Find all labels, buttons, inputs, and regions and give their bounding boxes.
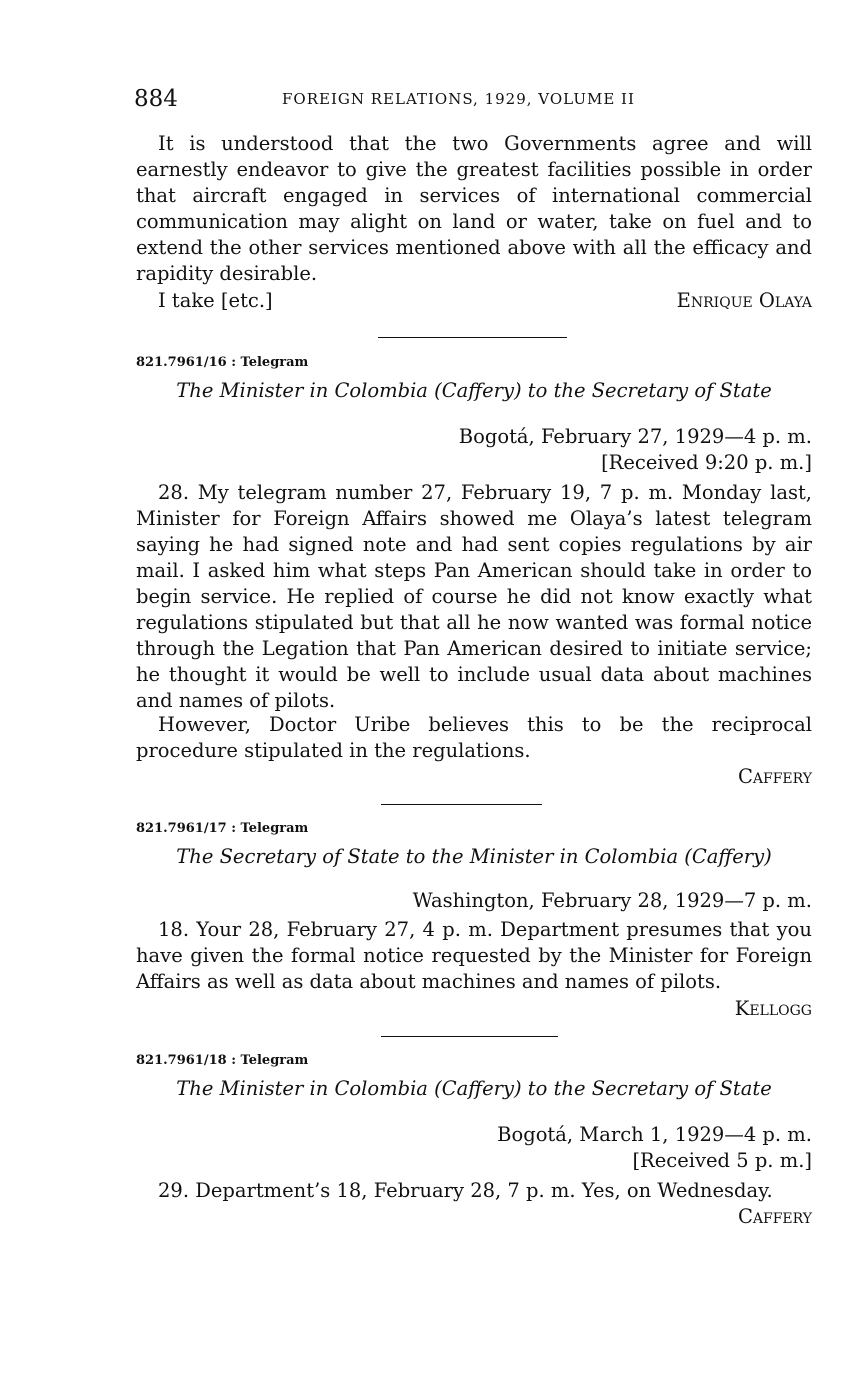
- dateline: Bogotá, March 1, 1929—4 p. m.: [497, 1123, 812, 1146]
- dateline: Bogotá, February 27, 1929—4 p. m.: [458, 425, 812, 448]
- telegram-paragraph: 28. My telegram number 27, February 19, 7 p. m. Monday last, Minister for Foreign Affairs showed me Olaya’s latest telegram saying he had signed note and had sent copies regulations by air mail. I asked him what steps Pan American should take in order to begin service. He replied of course he did not know exactly what regulations stipulated but that all he now wanted was formal notice through the Legation that Pan American desired to initiate service; he thought it would be well to include usual data about machines and names of pilots.: [136, 481, 812, 712]
- file-number: 821.7961/16 : Telegram: [136, 355, 309, 370]
- document-caption: The Minister in Colombia (Caffery) to the Secretary of State: [176, 379, 772, 402]
- file-number: 821.7961/17 : Telegram: [136, 821, 309, 836]
- signature-caffery: Caffery: [737, 1205, 812, 1228]
- divider: [378, 337, 567, 338]
- signature-kellogg: Kellogg: [734, 997, 812, 1020]
- closing-text: I take [etc.]: [158, 289, 273, 312]
- document-caption: The Secretary of State to the Minister in Colombia (Caffery): [176, 845, 772, 868]
- divider: [381, 804, 542, 805]
- signature-caffery: Caffery: [737, 765, 812, 788]
- telegram-paragraph: 29. Department’s 18, February 28, 7 p. m. Yes, on Wednesday.: [158, 1179, 773, 1202]
- file-number: 821.7961/18 : Telegram: [136, 1053, 309, 1068]
- dateline: Washington, February 28, 1929—7 p. m.: [412, 889, 812, 912]
- telegram-paragraph: 18. Your 28, February 27, 4 p. m. Department presumes that you have given the formal notice requested by the Minister for Foreign Affairs as well as data about machines and names of pilots.: [136, 918, 812, 993]
- intro-paragraph: It is understood that the two Governments agree and will earnestly endeavor to give the greatest facilities possible in order that aircraft engaged in services of international commercial communication may alight on land or water, take on fuel and to extend the other services mentioned above with all the efficacy and rapidity desirable.: [136, 132, 812, 285]
- signature-olaya: Enrique Olaya: [676, 289, 812, 312]
- telegram-paragraph-2: However, Doctor Uribe believes this to be the reciprocal procedure stipulated in the regulations.: [136, 713, 812, 762]
- running-title: FOREIGN RELATIONS, 1929, VOLUME II: [282, 90, 635, 108]
- received-line: [Received 9:20 p. m.]: [601, 451, 812, 474]
- document-caption: The Minister in Colombia (Caffery) to the Secretary of State: [176, 1077, 772, 1100]
- received-line: [Received 5 p. m.]: [632, 1149, 812, 1172]
- page-number: 884: [134, 86, 178, 112]
- divider: [381, 1036, 558, 1037]
